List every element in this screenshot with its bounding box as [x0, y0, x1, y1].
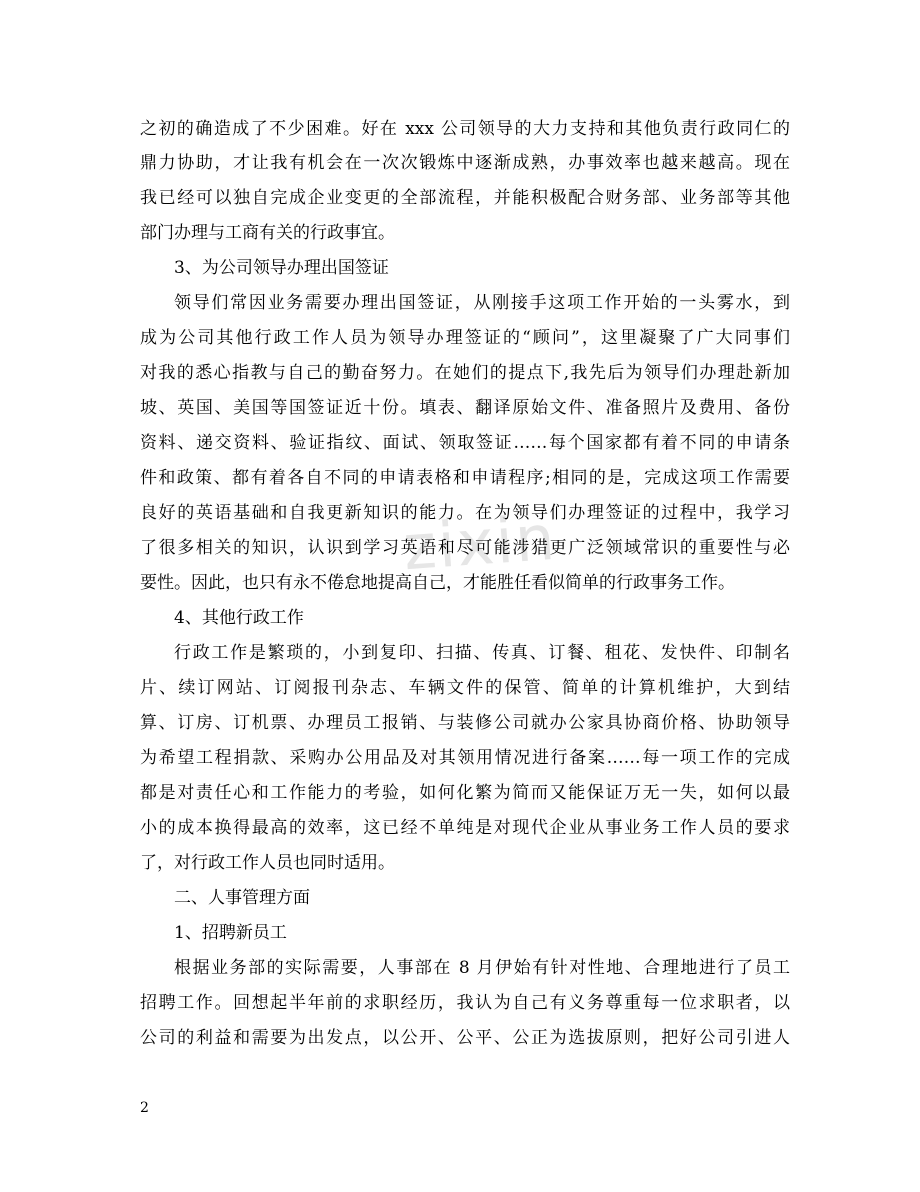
watermark-logo: zixin	[401, 500, 559, 585]
text-line: 良好的英语基础和自我更新知识的能力。在为领导们办理签证的过程中，我学习	[140, 503, 790, 523]
text-line: 都是对责任心和工作能力的考验，如何化繁为简而又能保证万无一失，如何以最	[140, 783, 790, 803]
text-line: 部门办理与工商有关的行政事宜。	[140, 223, 395, 243]
text-line: 小的成本换得最高的效率，这已经不单纯是对现代企业从事业务工作人员的要求	[140, 818, 790, 838]
text-line: 对我的悉心指教与自己的勤奋努力。在她们的提点下,我先后为领导们办理赴新加	[140, 363, 790, 383]
text-line: 为希望工程捐款、采购办公用品及对其领用情况进行备案……每一项工作的完成	[140, 748, 790, 768]
text-line: 根据业务部的实际需要，人事部在 8 月伊始有针对性地、合理地进行了员工	[174, 958, 790, 978]
text-line: 行政工作是繁琐的，小到复印、扫描、传真、订餐、租花、发快件、印制名	[174, 643, 790, 663]
text-line: 之初的确造成了不少困难。好在 xxx 公司领导的大力支持和其他负责行政同仁的	[140, 119, 790, 139]
text-line: 了很多相关的知识，认识到学习英语和尽可能涉猎更广泛领域常识的重要性与必	[140, 538, 790, 558]
section-heading: 3、为公司领导办理出国签证	[174, 258, 389, 278]
text-line: 算、订房、订机票、办理员工报销、与装修公司就办公家具协商价格、协助领导	[140, 713, 790, 733]
text-line: 成为公司其他行政工作人员为领导办理签证的“顾问”，这里凝聚了广大同事们	[140, 328, 790, 348]
section-heading: 二、人事管理方面	[174, 888, 310, 908]
text-line: 鼎力协助，才让我有机会在一次次锻炼中逐渐成熟，办事效率也越来越高。现在	[140, 153, 790, 173]
text-line: 要性。因此，也只有永不倦怠地提高自己，才能胜任看似简单的行政事务工作。	[140, 573, 735, 593]
text-line: 招聘工作。回想起半年前的求职经历，我认为自己有义务尊重每一位求职者，以	[140, 993, 790, 1013]
text-line: 公司的利益和需要为出发点，以公开、公平、公正为选拔原则，把好公司引进人	[140, 1028, 790, 1048]
section-heading: 4、其他行政工作	[174, 608, 304, 628]
section-heading: 1、招聘新员工	[174, 923, 287, 943]
text-line: 我已经可以独自完成企业变更的全部流程，并能积极配合财务部、业务部等其他	[140, 188, 790, 208]
text-line: 资料、递交资料、验证指纹、面试、领取签证……每个国家都有着不同的申请条	[140, 433, 790, 453]
text-line: 片、续订网站、订阅报刊杂志、车辆文件的保管、简单的计算机维护，大到结	[140, 678, 790, 698]
page-number: 2	[140, 1100, 149, 1116]
text-line: 坡、英国、美国等国签证近十份。填表、翻译原始文件、准备照片及费用、备份	[140, 398, 790, 418]
text-line: 了，对行政工作人员也同时适用。	[140, 853, 395, 873]
text-line: 领导们常因业务需要办理出国签证，从刚接手这项工作开始的一头雾水，到	[174, 293, 790, 313]
text-line: 件和政策、都有着各自不同的申请表格和申请程序;相同的是，完成这项工作需要	[140, 468, 790, 488]
